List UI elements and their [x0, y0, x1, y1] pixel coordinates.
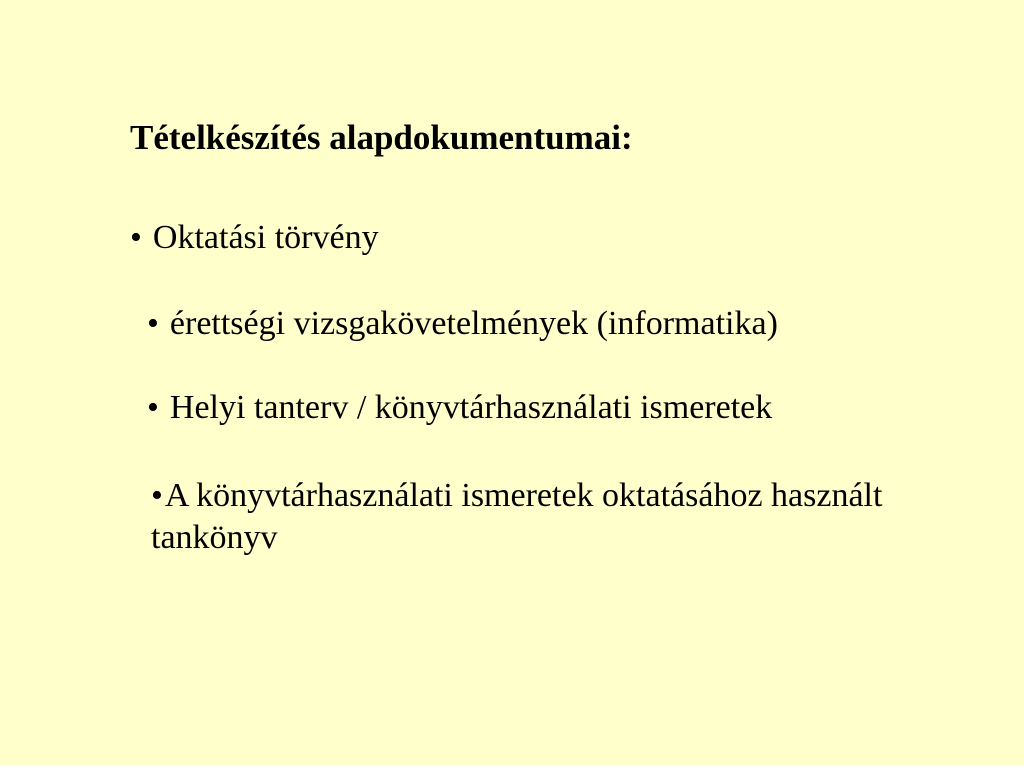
- bullet-item-helyi-tanterv: [147, 387, 772, 429]
- bullet-item-erettsegi-vizsgakovetelmenyek: [147, 303, 778, 345]
- bullet-icon: •: [147, 389, 159, 426]
- bullet-text-line-2: tankönyv: [151, 519, 278, 556]
- bullet-text: Helyi tanterv / könyvtárhasználati ismeretek: [169, 389, 773, 426]
- bullet-item-oktatasi-torveny: [130, 217, 379, 259]
- bullet-text: Oktatási törvény: [152, 219, 379, 256]
- bullet-icon: •: [147, 305, 159, 342]
- bullet-text: érettségi vizsgakövetelmények (informatika): [169, 305, 778, 342]
- bullet-icon: •: [130, 219, 142, 256]
- bullet-icon: •: [151, 477, 163, 514]
- slide-title: Tételkészítés alapdokumentumai:: [130, 118, 633, 157]
- bullet-text-line-1: A könyvtárhasználati ismeretek oktatásához használt: [164, 477, 883, 514]
- bullet-item-tankonyv: [151, 475, 931, 559]
